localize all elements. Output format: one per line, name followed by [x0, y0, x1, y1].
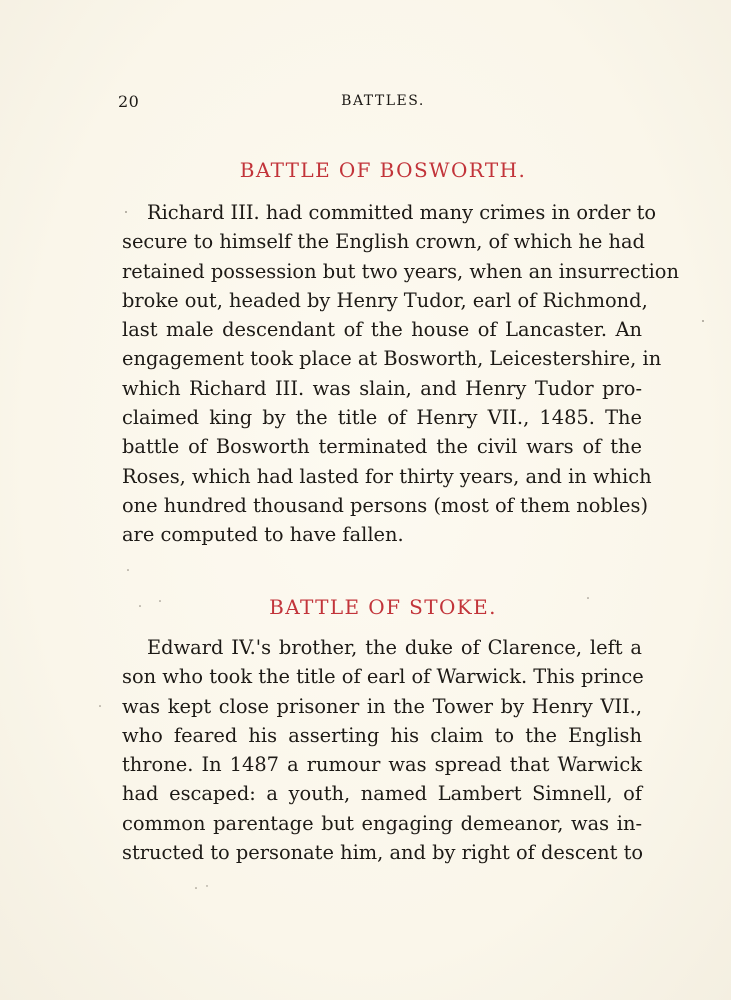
paragraph-bosworth — [122, 198, 679, 550]
running-title: BATTLES. — [341, 93, 425, 109]
text-line: one hundred thousand persons (most of them nobles) — [122, 493, 649, 517]
text-line: structed to personate him, and by right of descent to — [122, 841, 644, 865]
text-line: battle of Bosworth terminated the civil wars of the — [122, 435, 642, 459]
text-line: Richard III. had committed many crimes in order to — [147, 201, 657, 224]
text-line: secure to himself the English crown, of which he had — [122, 230, 645, 254]
page-number: 20 — [118, 92, 140, 111]
text-line: which Richard III. was slain, and Henry Tudor pro- — [122, 376, 642, 400]
text-line: last male descendant of the house of Lancaster. An — [122, 318, 642, 342]
text-line: common parentage but engaging demeanor, was in- — [122, 811, 642, 835]
section-heading-bosworth: BATTLE OF BOSWORTH. — [239, 158, 527, 182]
text-line: broke out, headed by Henry Tudor, earl of Richmond, — [122, 288, 648, 312]
text-line: are computed to have fallen. — [122, 523, 404, 547]
text-line: Edward IV.'s brother, the duke of Clarence, left a — [147, 636, 642, 659]
text-line: was kept close prisoner in the Tower by Henry VII., — [122, 694, 642, 718]
text-line: throne. In 1487 a rumour was spread that Warwick — [122, 753, 642, 777]
text-line: claimed king by the title of Henry VII., 1485. The — [122, 406, 642, 430]
text-line: had escaped: a youth, named Lambert Simnell, of — [122, 782, 642, 806]
section-heading-stoke: BATTLE OF STOKE. — [269, 595, 497, 619]
text-line: Roses, which had lasted for thirty years, and in which — [122, 464, 652, 488]
text-line: son who took the title of earl of Warwick. This prince — [122, 665, 644, 689]
running-head — [118, 92, 648, 114]
text-line: engagement took place at Bosworth, Leicestershire, in — [122, 347, 662, 371]
text-line: retained possession but two years, when an insurrection — [122, 259, 679, 283]
text-line: who feared his asserting his claim to the English — [122, 723, 642, 747]
paragraph-stoke — [122, 633, 642, 867]
